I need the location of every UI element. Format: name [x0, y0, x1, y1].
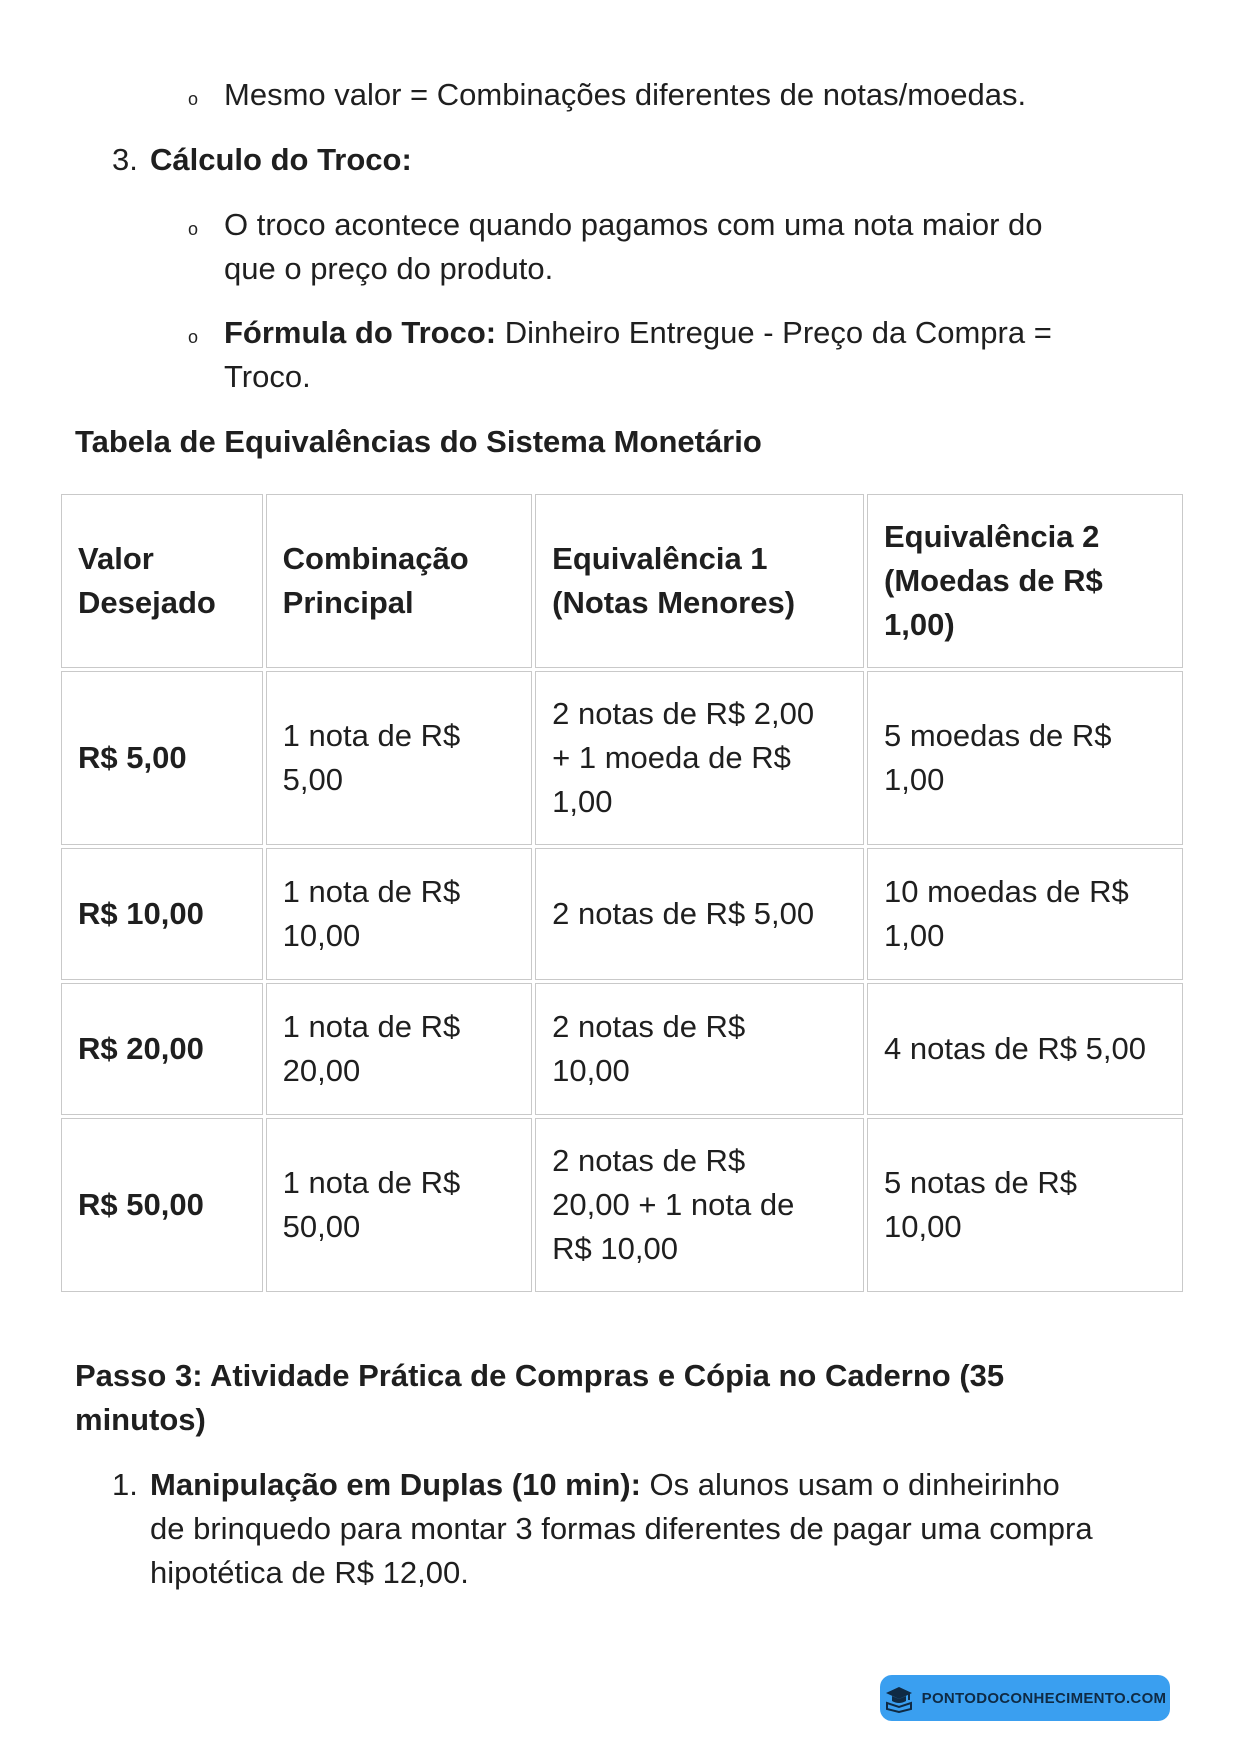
cell-value: R$ 5,00: [61, 671, 263, 845]
item-calculo-troco-title: Cálculo do Troco:: [150, 142, 412, 177]
cell-eq1: 2 notas de R$ 5,00: [535, 848, 864, 980]
step3-title-line1: Passo 3: Atividade Prática de Compras e Cópia no Caderno (35: [75, 1358, 1005, 1393]
cell-eq2: 5 notas de R$ 10,00: [867, 1118, 1183, 1292]
cell-value: R$ 50,00: [61, 1118, 263, 1292]
header-combinacao-principal: Combinação Principal: [266, 494, 532, 668]
bullet-hollow-icon: o: [188, 89, 199, 109]
cell-main: 1 nota de R$ 5,00: [266, 671, 532, 845]
sub-item-troco-line1: O troco acontece quando pagamos com uma nota maior do: [224, 207, 1043, 242]
bullet-hollow-icon: o: [188, 219, 199, 239]
table-row: [61, 983, 1183, 1115]
bullet-hollow-icon: o: [188, 327, 199, 347]
table-title: Tabela de Equivalências do Sistema Monetário: [75, 424, 762, 459]
cell-main: 1 nota de R$ 50,00: [266, 1118, 532, 1292]
step3-item1-text: Os alunos usam o dinheirinho: [640, 1467, 1060, 1502]
item-calculo-troco: [150, 138, 412, 182]
list-number-1: 1.: [112, 1467, 138, 1502]
table-header-row: [61, 494, 1183, 668]
cell-value: R$ 20,00: [61, 983, 263, 1115]
sub-item-formula-line1: [224, 311, 1052, 355]
cell-eq2: 5 moedas de R$ 1,00: [867, 671, 1183, 845]
list-number-3: 3.: [112, 142, 138, 177]
header-valor-desejado: Valor Desejado: [61, 494, 263, 668]
cell-value: R$ 10,00: [61, 848, 263, 980]
table-row: [61, 1118, 1183, 1292]
sub-item-troco-line2: que o preço do produto.: [224, 251, 554, 286]
cell-main: 1 nota de R$ 20,00: [266, 983, 532, 1115]
cell-eq1: 2 notas de R$ 2,00 + 1 moeda de R$ 1,00: [535, 671, 864, 845]
formula-text: Dinheiro Entregue - Preço da Compra =: [496, 315, 1052, 350]
step3-item1-line3: hipotética de R$ 12,00.: [150, 1555, 469, 1590]
sub-item-formula-line2: Troco.: [224, 359, 311, 394]
cell-eq1: 2 notas de R$ 20,00 + 1 nota de R$ 10,00: [535, 1118, 864, 1292]
cell-eq2: 4 notas de R$ 5,00: [867, 983, 1183, 1115]
step3-title-line2: minutos): [75, 1402, 206, 1437]
graduation-cap-book-icon: [884, 1683, 914, 1713]
step3-item1-line2: de brinquedo para montar 3 formas diferentes de pagar uma compra: [150, 1511, 1093, 1546]
step3-item1-label: Manipulação em Duplas (10 min):: [150, 1467, 641, 1502]
brand-badge-link[interactable]: [880, 1675, 1170, 1721]
table-row: [61, 848, 1183, 980]
cell-eq1: 2 notas de R$ 10,00: [535, 983, 864, 1115]
sub-item-same-value: Mesmo valor = Combinações diferentes de notas/moedas.: [224, 77, 1027, 112]
step3-item1-line1: [150, 1463, 1060, 1507]
formula-label: Fórmula do Troco:: [224, 315, 497, 350]
brand-text: PONTODOCONHECIMENTO.COM: [921, 1689, 1167, 1707]
header-equivalencia-2: Equivalência 2 (Moedas de R$ 1,00): [867, 494, 1183, 668]
cell-main: 1 nota de R$ 10,00: [266, 848, 532, 980]
cell-eq2: 10 moedas de R$ 1,00: [867, 848, 1183, 980]
header-equivalencia-1: Equivalência 1 (Notas Menores): [535, 494, 864, 668]
equivalence-table: [58, 491, 1186, 1295]
table-row: [61, 671, 1183, 845]
